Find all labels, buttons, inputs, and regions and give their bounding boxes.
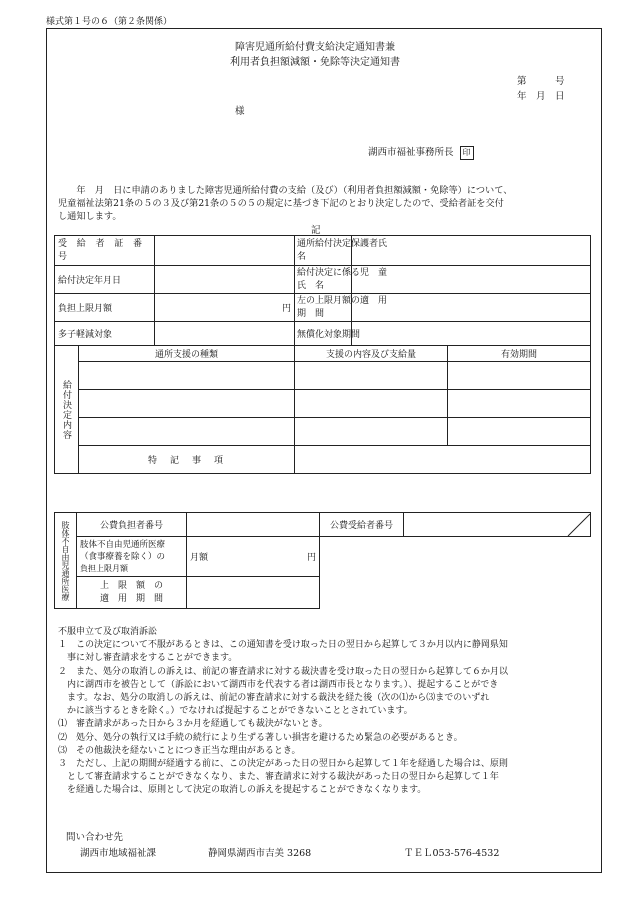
note-line: １ この決定について不服があるときは、この通知書を受け取った日の翌日から起算して３か月以内に静岡県知 [58,640,508,651]
seal-stamp: 印 [460,146,474,160]
valid-cell[interactable] [448,390,591,418]
title-line2: 利用者負担額減額・免除等決定通知書 [230,57,400,68]
intro-line1: 年 月 日に申請のありました障害児通所給付費の支給（及び）（利用者負担額減額・免除等）について、 [58,185,513,196]
ki-label: 記 [311,225,321,236]
service-cell[interactable] [79,362,295,390]
decision-date-value[interactable] [155,266,295,294]
recipient-public-no-cells[interactable] [404,513,591,537]
note-line: ⑵ 処分、処分の執行又は手続の続行により生ずる著しい損害を避けるため緊急の必要があるとき。 [58,732,463,743]
slash-mark [404,513,591,537]
recipient-public-no-label: 公費受給者番号 [320,513,404,537]
amount-cell[interactable] [295,362,448,390]
payer-no-cells[interactable] [187,513,320,537]
remarks-value[interactable] [295,446,591,474]
service-cell[interactable] [79,390,295,418]
note-line: ３ ただし、上記の期間が経過する前に、この決定があった日の翌日から起算して１年を経過した場合は、原則 [58,759,508,770]
medical-section-label: 肢体不自由児通所医療 [55,513,77,609]
note-line: かに該当するときを除く。）でなければ提起することができないこととされています。 [58,706,413,717]
intro-line2: 児童福祉法第21条の５の３及び第21条の５の５の規定に基づき下記のとおり決定したので、受給者証を交付 [58,198,504,209]
free-period-value[interactable] [352,322,591,346]
date-label: 年 月 日 [517,91,565,102]
notes [58,626,592,798]
intro-line3: し通知します。 [58,211,122,222]
note-line: ⑴ 審査請求があった日から３か月を経過しても裁決がないとき。 [58,719,328,730]
medical-table [54,512,591,609]
payer-no-label: 公費負担者番号 [77,513,187,537]
contact-address: 静岡県湖西市吉美 3268 [208,848,312,859]
limit-apply-period-label: 上 限 額 の 適 用 期 間 [77,577,187,609]
remarks-label: 特 記 事 項 [79,446,295,474]
recipient-no-label: 受 給 者 証 番 号 [55,236,155,266]
limit-apply-period-value[interactable] [187,577,320,609]
guardian-label: 通所給付決定保護者氏名 [295,236,352,266]
number-label: 第 号 [517,76,565,87]
decision-table [54,235,591,474]
multi-child-label: 多子軽減対象 [55,322,155,346]
multi-child-value[interactable] [155,322,295,346]
limit-period-label: 左の上限月額の適 用 期 間 [295,294,352,322]
child-label: 給付決定に係る児 童 氏 名 [295,266,352,294]
monthly-label: 月額 [190,553,209,563]
blank-area [320,537,591,577]
addressee-suffix: 様 [235,106,245,117]
col-amount: 支援の内容及び支給量 [295,346,448,362]
form-label: 様式第１号の６（第２条関係） [46,17,173,27]
decision-date-label: 給付決定年月日 [55,266,155,294]
burden-limit-value[interactable] [155,294,295,322]
notes-title: 不服申立て及び取消訴訟 [58,627,158,637]
note-line: ます。なお、処分の取消しの訴えは、前記の審査請求に対する裁決を経た後（次の⑴から⑶までのいずれ [58,693,490,704]
guardian-value[interactable] [352,236,591,266]
col-valid: 有効期間 [448,346,591,362]
contact-label: 問い合わせ先 [66,832,124,843]
note-line: を経過した場合は、原則として決定の取消しの訴えを提起することができなくなります。 [58,785,427,796]
medical-limit-value[interactable] [187,537,320,577]
issuer-name: 湖西市福祉事務所長 [368,147,454,158]
free-period-label: 無償化対象期間 [295,322,352,346]
issuer [368,144,474,160]
valid-cell[interactable] [448,362,591,390]
medical-limit-label: 肢体不自由児通所医療 （食事療養を除く）の 負担上限月額 [77,537,187,577]
burden-limit-label: 負担上限月額 [55,294,155,322]
amount-cell[interactable] [295,418,448,446]
col-service: 通所支援の種類 [79,346,295,362]
contact-dept: 湖西市地域福祉課 [80,848,157,859]
yen-unit: 円 [281,304,291,314]
amount-cell[interactable] [295,390,448,418]
title-line1: 障害児通所給付費支給決定通知書兼 [235,42,395,53]
contact-tel: ＴＥＬ053-576-4532 [404,848,500,859]
service-cell[interactable] [79,418,295,446]
note-line: 内に湖西市を被告として（訴訟において湖西市を代表する者は湖西市長となります。）、提起することができ [58,679,499,690]
note-line: として審査請求することができなくなり、また、審査請求に対する裁決があった日の翌日から起算して１年 [58,772,499,783]
note-line: ２ また、処分の取消しの訴えは、前記の審査請求に対する裁決書を受け取った日の翌日から起算して６か月以 [58,666,509,677]
blank-area [320,577,591,609]
note-line: ⑶ その他裁決を経ないことにつき正当な理由があるとき。 [58,745,301,756]
content-section-label: 給付決定内容 [55,346,79,474]
valid-cell[interactable] [448,418,591,446]
yen-unit: 円 [306,553,316,563]
note-line: 事に対し審査請求をすることができます。 [58,653,238,664]
